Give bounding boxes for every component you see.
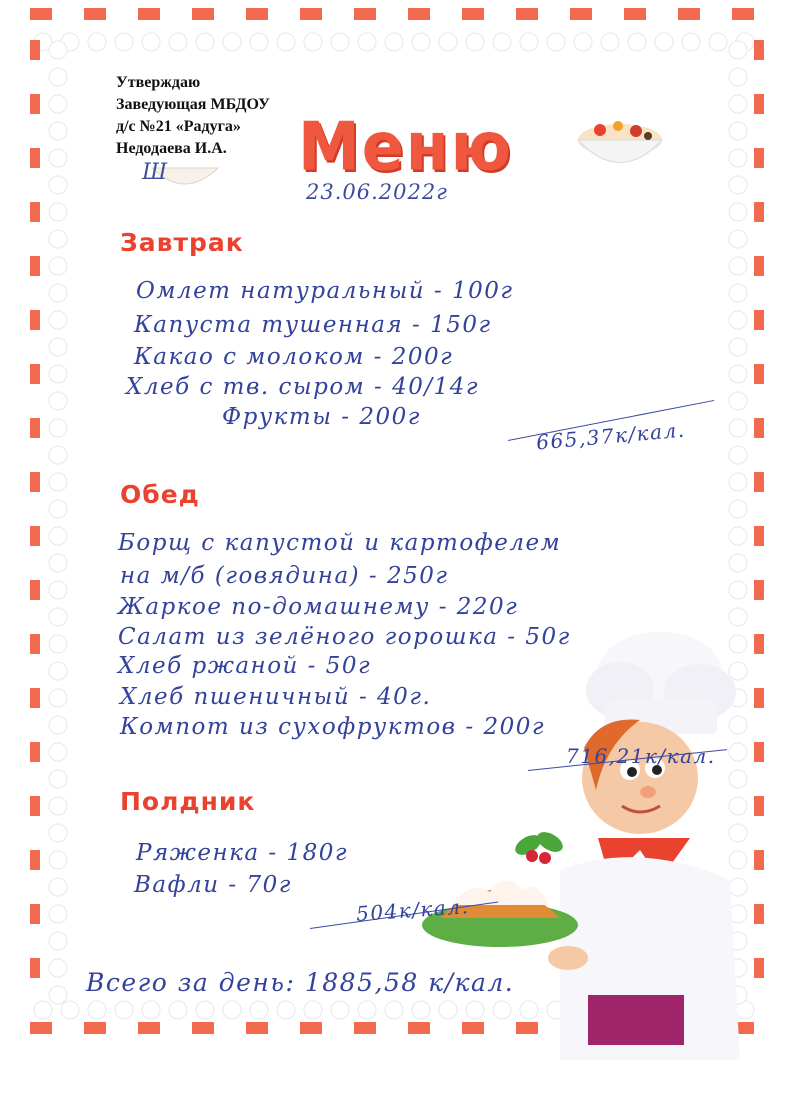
lunch-calories: 716,21к/кал. [566, 744, 716, 768]
breakfast-item: Капуста тушенная - 150г [134, 312, 492, 338]
border-top-pattern [30, 8, 754, 51]
border-right-pattern [729, 40, 764, 1004]
section-lunch-heading: Обед [120, 480, 200, 509]
lunch-item: Компот из сухофруктов - 200г [120, 714, 545, 740]
lunch-item: на м/б (говядина) - 250г [120, 563, 449, 589]
approval-line-4: Недодаева И.А. [116, 140, 227, 157]
lunch-item: Жаркое по-домашнему - 220г [118, 594, 519, 620]
menu-date: 23.06.2022г [306, 180, 448, 204]
breakfast-item: Омлет натуральный - 100г [136, 278, 514, 304]
approval-line-3: д/с №21 «Радуга» [116, 118, 241, 135]
breakfast-calories: 665,37к/кал. [535, 417, 687, 455]
approval-line-2: Заведующая МБДОУ [116, 96, 270, 113]
approval-block [116, 72, 270, 160]
approval-line-1: Утверждаю [116, 74, 201, 91]
page-title: Меню [298, 107, 513, 186]
food-bowl-icon [578, 121, 662, 163]
border-left-pattern [30, 40, 67, 1004]
snack-item: Ряженка - 180г [136, 840, 348, 866]
lunch-item: Хлеб ржаной - 50г [118, 653, 372, 679]
section-breakfast-heading: Завтрак [120, 228, 244, 257]
breakfast-item: Фрукты - 200г [222, 404, 421, 430]
lunch-item: Хлеб пшеничный - 40г. [120, 684, 432, 710]
signature: Ш [142, 160, 168, 185]
day-total: Всего за день: 1885,58 к/кал. [86, 968, 515, 997]
section-snack-heading: Полдник [120, 787, 256, 816]
lunch-item: Борщ с капустой и картофелем [118, 530, 562, 556]
snack-item: Вафли - 70г [134, 872, 292, 898]
lunch-item: Салат из зелёного горошка - 50г [118, 624, 571, 650]
breakfast-item: Хлеб с тв. сыром - 40/14г [126, 374, 480, 400]
breakfast-item: Какао с молоком - 200г [134, 344, 454, 370]
snack-calories: 504к/кал. [355, 894, 471, 926]
